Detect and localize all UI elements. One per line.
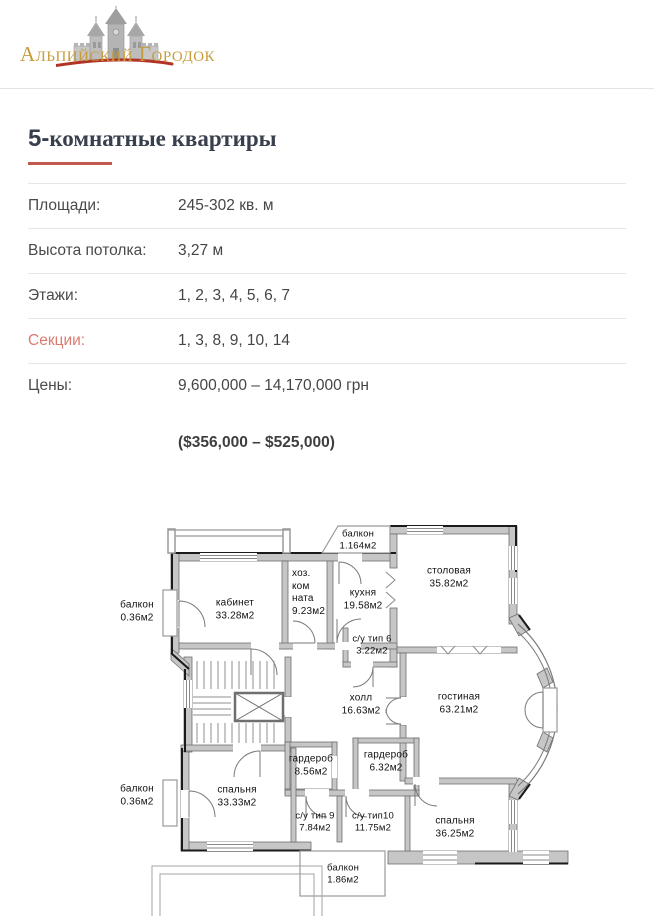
room-label-balcony-bottom: балкон 1.86м2 (326, 862, 360, 885)
room-label-wardrobe-6: гардероб 6.32м2 (363, 749, 409, 773)
title-underline (28, 162, 112, 165)
spec-label: Этажи: (28, 287, 79, 304)
spec-label: Цены: (28, 377, 73, 394)
site-header (0, 0, 654, 89)
spec-label: Площади: (28, 197, 101, 214)
room-label-dining: столовая 35.82м2 (426, 565, 472, 589)
elevator-icon (235, 693, 283, 721)
spec-value: 1, 2, 3, 4, 5, 6, 7 (178, 287, 291, 304)
room-label-balcony-top: балкон 1.164м2 (339, 528, 377, 551)
floor-plan-drawing (85, 512, 575, 916)
room-label-utility: хоз. ком ната 9.23м2 (292, 568, 326, 617)
spec-value: 1, 3, 8, 9, 10, 14 (178, 332, 291, 349)
room-label-bedroom-33: спальня 33.33м2 (217, 784, 257, 808)
room-label-wc9: с/у тип 9 7.84м2 (295, 810, 335, 833)
spec-row-sections (28, 319, 626, 364)
room-label-living: гостиная 63.21м2 (437, 691, 481, 715)
specs-table (28, 183, 626, 408)
spec-value: 3,27 м (178, 242, 224, 259)
floor-plan (85, 512, 575, 916)
room-label-wc10: с/у тип10 11.75м2 (352, 810, 394, 833)
logo-title: Альпийский Городок (20, 42, 216, 66)
room-label-study: кабинет 33.28м2 (215, 597, 255, 621)
spec-row-floors (28, 274, 626, 319)
spec-value: 245-302 кв. м (178, 197, 274, 214)
room-label-hall: холл 16.63м2 (341, 692, 381, 716)
room-label-balcony-bottom-left: балкон 0.36м2 (120, 783, 154, 807)
room-label-kitchen: кухня 19.58м2 (343, 587, 383, 611)
page-title-number: 5- (28, 125, 50, 152)
page-title (28, 125, 626, 165)
logo[interactable] (18, 6, 228, 68)
room-label-wc6: с/у тип 6 3.22м2 (352, 633, 392, 656)
page-title-text: комнатные квартиры (49, 126, 277, 151)
spec-label: Высота потолка: (28, 242, 147, 259)
spec-value: 9,600,000 – 14,170,000 грн (178, 377, 369, 394)
price-usd: ($356,000 – $525,000) (178, 434, 335, 451)
spec-row-prices (28, 364, 626, 408)
room-label-bedroom-36: спальня 36.25м2 (435, 815, 475, 839)
room-label-balcony-top-left: балкон 0.36м2 (120, 599, 154, 623)
sections-link[interactable]: Секции: (28, 332, 86, 349)
spec-row-ceiling (28, 229, 626, 274)
main-content (0, 125, 654, 916)
spec-row-areas (28, 184, 626, 229)
room-label-wardrobe-8: гардероб 8.56м2 (288, 753, 334, 777)
